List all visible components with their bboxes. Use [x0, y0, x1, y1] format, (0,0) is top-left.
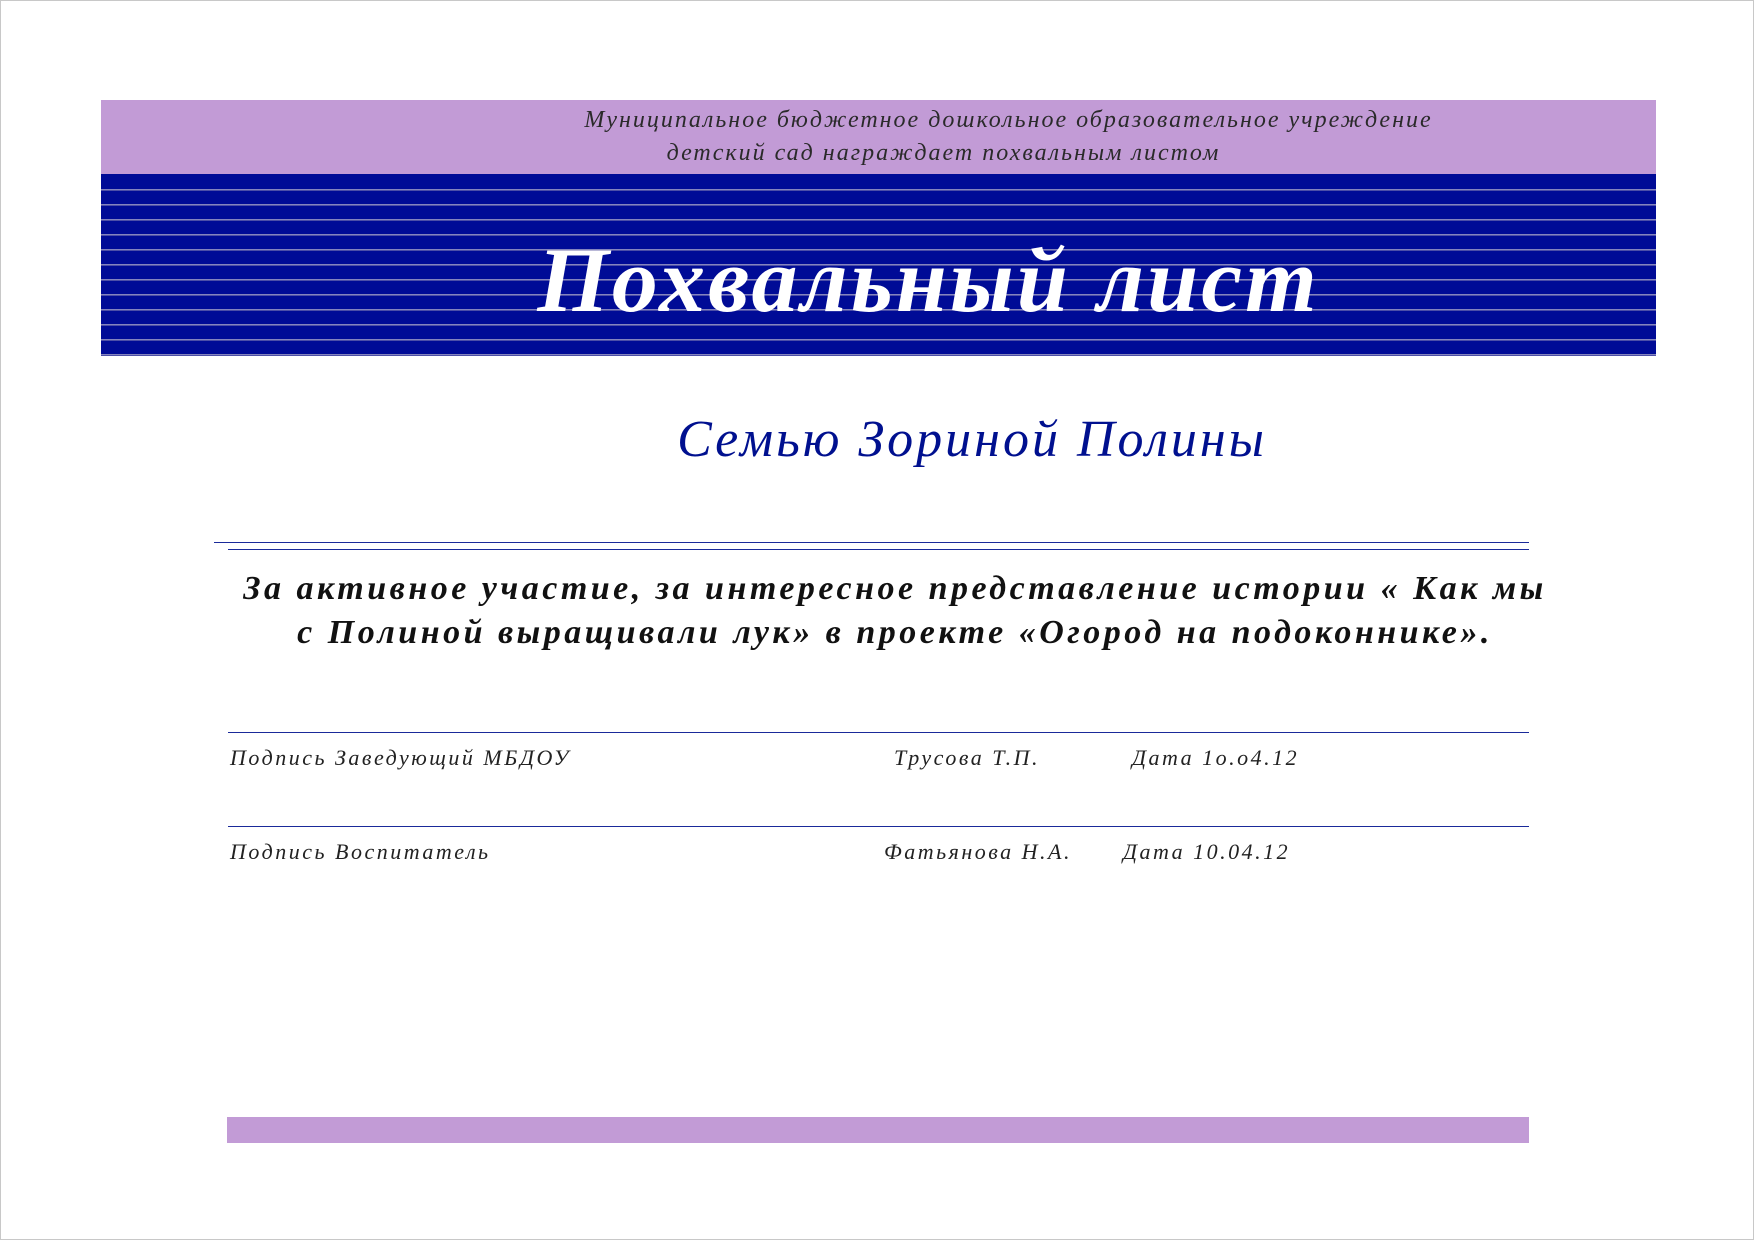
signer-name: Трусова Т.П.	[894, 745, 1041, 770]
divider-line	[214, 542, 1529, 543]
signature-date: Дата 10.04.12	[1123, 839, 1291, 864]
header-institution-line: Муниципальное бюджетное дошкольное образовательное учреждение	[584, 107, 1433, 133]
signer-name: Фатьянова Н.А.	[884, 839, 1072, 864]
signature-line	[228, 826, 1529, 827]
recipient-name: Семью Зориной Полины	[677, 411, 1267, 468]
signature-line	[228, 732, 1529, 733]
header-award-line: детский сад награждает похвальным листом	[666, 140, 1221, 166]
header-band	[101, 100, 1656, 176]
award-reason: За активное участие, за интересное представление истории « Как мы с Полиной выращивали лук» в проекте «Огород на подоконнике».	[243, 570, 1547, 651]
signature-label: Подпись Воспитатель	[230, 839, 491, 864]
signature-label: Подпись Заведующий МБДОУ	[230, 745, 571, 770]
certificate-title: Похвальный лист	[537, 229, 1320, 331]
footer-band	[227, 1117, 1529, 1143]
signature-date: Дата 1о.о4.12	[1132, 745, 1300, 770]
divider-line	[228, 549, 1529, 550]
title-band	[101, 176, 1656, 356]
